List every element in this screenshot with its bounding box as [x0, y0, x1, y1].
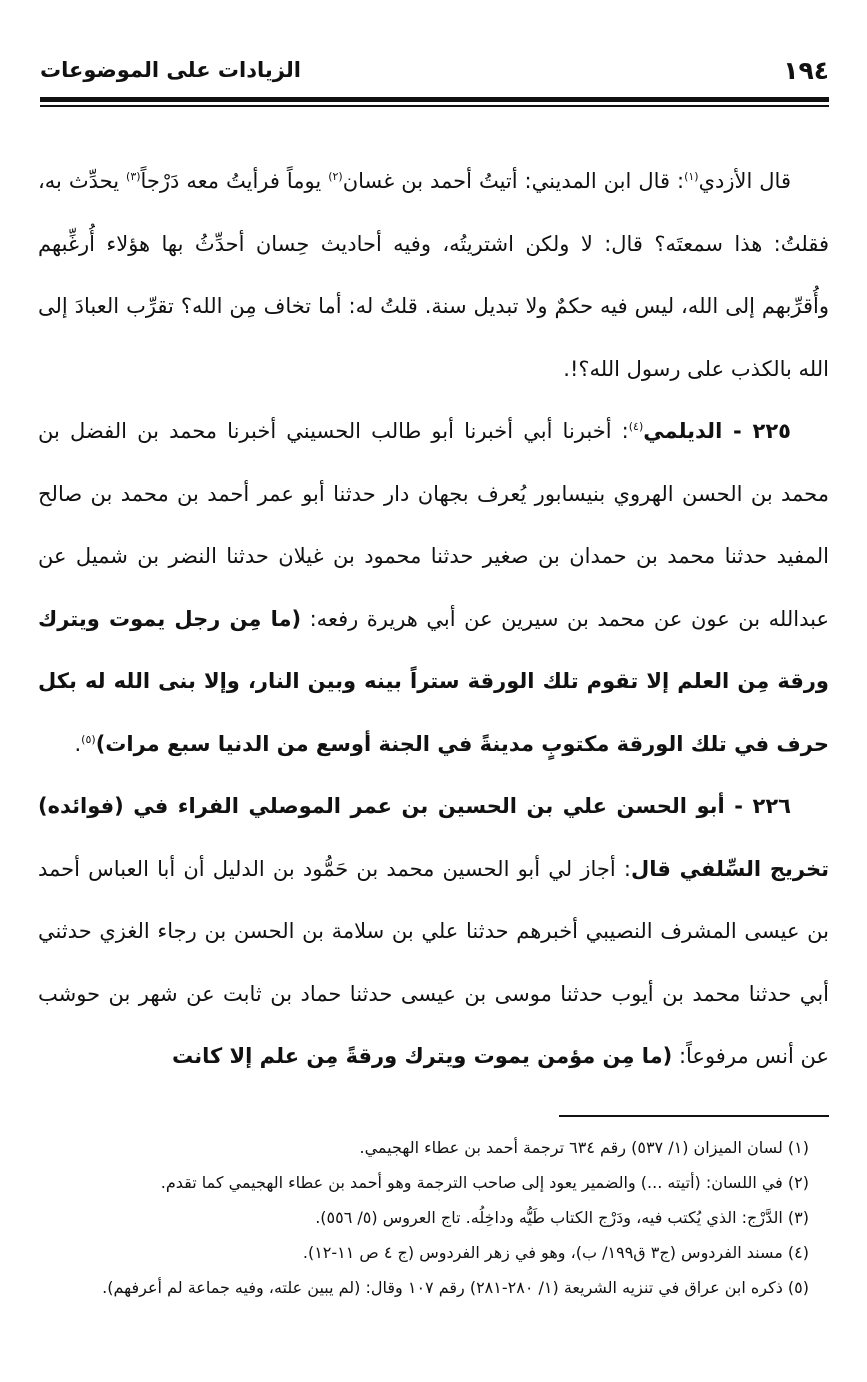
- footnote-5: (٥) ذكره ابن عراق في تنزيه الشريعة (١/ ٢٨٠-٢٨١) رقم ١٠٧ وقال: (لم يبين علته، وفيه جماعة لم أعرفهم).: [102, 1278, 809, 1297]
- footnote-ref: (٥): [81, 732, 96, 746]
- text-run: : أخبرنا أبي أخبرنا أبو طالب الحسيني أخبرنا محمد بن الفضل بن محمد بن الحسن الهروي بنيسابور يُعرف بجهان دار حدثنا أبو عمر أحمد بن محمد بن صالح المفيد حدثنا محمد بن حمدان بن صغير حدثنا محمود بن غيلان حدثنا النضر بن شميل عن عبدالله بن عون عن محمد بن سيرين عن أبي هريرة رفعه:: [38, 419, 829, 631]
- text-run: : أجاز لي أبو الحسين محمد بن حَمُّود بن الدليل أن أبا العباس أحمد بن عيسى المشرف النصيبي أخبرهم حدثنا علي بن سلامة بن الحسن بن رجاء الغزي حدثني أبي حدثنا محمد بن أيوب حدثنا موسى بن عيسى حدثنا حماد بن ثابت عن شهر بن حوشب عن أنس مرفوعاً:: [38, 856, 829, 1068]
- footnote-ref: (٤): [628, 420, 644, 433]
- bold-text: (ما مِن رجل يموت ويترك ورقة مِن العلم إلا تقوم تلك الورقة ستراً بينه وبين النار، وإلا بنى الله له بكل حرف في تلك الورقة مكتوبٍ مدينةً في الجنة أوسع من الدنيا سبع مرات): [38, 606, 829, 756]
- footnote-2: (٢) في اللسان: (أتيته ...) والضمير يعود إلى صاحب الترجمة وهو أحمد بن عطاء الهجيمي كما تقدم.: [160, 1173, 809, 1192]
- bold-text: ٢٢٦ - أبو الحسن علي بن الحسين بن عمر الموصلي الفراء في (فوائده) تخريج السِّلفي قال: [38, 794, 829, 881]
- paragraph-p1: [38, 150, 829, 400]
- footnote-3: (٣) الدَّرْج: الذي يُكتب فيه، ودَرْج الكتاب طَيُّه وداخِلُه. تاج العروس (٥/ ٥٥٦).: [315, 1208, 809, 1227]
- page-header: [40, 50, 829, 90]
- bold-text: (ما مِن مؤمن يموت ويترك ورقةً مِن علم إلا كانت: [171, 1044, 673, 1068]
- header-rule-thin: [40, 105, 829, 107]
- footnote-1: (١) لسان الميزان (١/ ٥٣٧) رقم ٦٣٤ ترجمة أحمد بن عطاء الهجيمي.: [359, 1138, 809, 1157]
- running-title: الزيادات على الموضوعات: [40, 58, 301, 82]
- footnotes: [38, 1130, 809, 1305]
- text-run: يحدِّث به، فقلتُ: هذا سمعتَه؟ قال: لا ولكن اشتريتُه، وفيه أحاديث حِسان أحدِّثُ بها هؤلاء أُرغِّبهم وأُقرِّبهم إلى الله، ليس فيه حكمٌ ولا تبديل سنة. قلتُ له: أما تخاف مِن الله؟ تقرِّب العبادَ إلى الله بالكذب على رسول الله؟!.: [38, 169, 829, 381]
- footnote-ref: (٣): [126, 170, 141, 183]
- bold-text: ٢٢٥ - الديلمي: [643, 419, 791, 443]
- footnote-ref: (٢): [328, 170, 343, 183]
- footnote-4: (٤) مسند الفردوس (ج٣ ق١٩٩/ ب)، وهو في زهر الفردوس (ج ٤ ص ١١-١٢).: [302, 1243, 809, 1262]
- text-run: يوماً فرأيتُ معه دَرْجاً: [140, 169, 329, 193]
- text-run: قال الأزدي: [698, 169, 791, 193]
- header-rule-thick: [40, 97, 829, 102]
- paragraph-p2: [38, 400, 829, 775]
- text-run: .: [74, 731, 82, 756]
- paragraph-p3: [38, 775, 829, 1088]
- text-run: : قال ابن المديني: أتيتُ أحمد بن غسان: [342, 169, 685, 193]
- footnote-separator: [559, 1115, 829, 1117]
- page-number: ١٩٤: [783, 55, 829, 85]
- main-text: [38, 150, 829, 1088]
- footnote-ref: (١): [684, 170, 699, 183]
